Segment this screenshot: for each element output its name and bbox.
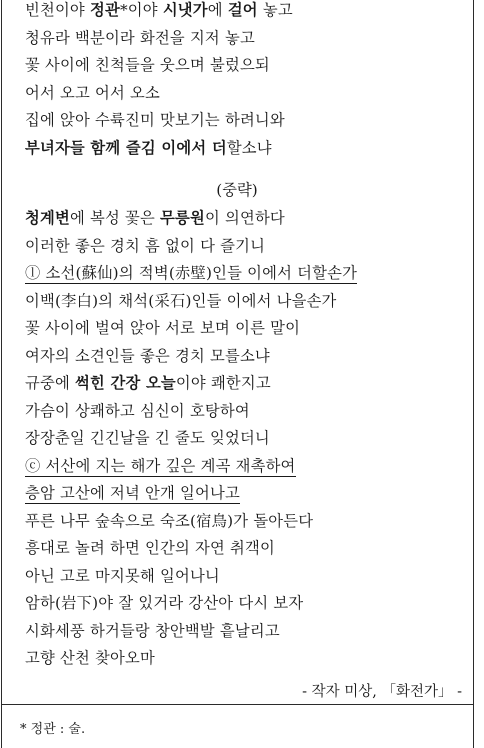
poem-line: [25, 110, 285, 130]
poem-text: 이러한 좋은 경치 흠 없이 다 즐기니: [25, 236, 266, 255]
poem-text: 여자의 소견인들 좋은 경치 모를소냐: [25, 346, 270, 365]
poem-line: [25, 55, 270, 75]
poem-line: [25, 511, 313, 531]
footnote: * 정관 : 술.: [20, 722, 86, 737]
poem-text: 이야 쾌한지고: [175, 374, 271, 392]
poem-text: 썩힌 간장 오늘: [75, 374, 176, 392]
poem-line: [25, 263, 357, 283]
poem-line: [25, 593, 303, 613]
poem-text: 고향 산천 찾아오마: [25, 649, 155, 667]
poem-text: 이 의연하다: [204, 209, 285, 227]
poem-text: 걸어: [227, 1, 258, 19]
poem-text: 층암 고산에 저녁 안개 일어나고: [25, 484, 240, 502]
poem-text: 규중에: [25, 374, 75, 392]
poem-line: [25, 538, 275, 558]
poem-line: [25, 28, 255, 48]
poem-line: [25, 236, 265, 256]
omission-marker: (중략): [216, 181, 258, 199]
poem-text: 가슴이 상쾌하고 심신이 호탕하여: [25, 401, 250, 420]
poem-line: [25, 401, 250, 421]
poem-line: [25, 621, 280, 641]
poem-text: 시화세풍 하거들랑 창안백발 흩날리고: [25, 621, 280, 640]
source-citation: - 작자 미상, 「화전가」 -: [302, 684, 462, 700]
footnote-divider: [1, 704, 474, 705]
poem-text: 흥대로 놀려 하면 인간의 자연 취객이: [25, 539, 275, 557]
poem-text: 꽃 사이에 친척들을 웃으며 불렀으되: [25, 56, 270, 74]
poem-text: 할소냐: [226, 138, 272, 157]
poem-text: 놓고: [257, 1, 293, 19]
poem-text: ⓒ 서산에 지는 해가 깊은 계곡 재촉하여: [25, 456, 296, 475]
poem-line: [25, 208, 285, 228]
poem-line: [25, 373, 271, 393]
poem-line: [25, 566, 220, 586]
poem-text: 정관: [89, 1, 120, 19]
poem-text: 시냇가: [162, 1, 208, 19]
poem-line: [25, 456, 296, 476]
poem-text: 에 복성 꽃은: [69, 209, 161, 227]
poem-line: [25, 318, 300, 338]
poem-text: 청유라 백분이라 화전을 지저 놓고: [25, 28, 255, 47]
poem-line: [25, 483, 240, 503]
poem-text: 집에 앉아 수륙진미 맛보기는 하려니와: [25, 111, 285, 129]
poem-line: [25, 428, 270, 448]
poem-line: [25, 648, 155, 668]
poem-text: 꽃 사이에 벌여 앉아 서로 보며 이른 말이: [25, 319, 301, 337]
poem-line: [25, 83, 160, 103]
poem-text: 청계변: [25, 209, 70, 227]
poem-text: *이야: [119, 1, 163, 19]
poem-text: 부녀자들 함께 즐김 이에서 더: [25, 138, 227, 157]
poem-text: 무릉원: [160, 209, 205, 227]
poem-line: [25, 0, 293, 20]
poem-text: ⓛ 소선(蘇仙)의 적벽(赤壁)인들 이에서 더할손가: [25, 264, 358, 282]
poem-text: 이백(李白)의 채석(采石)인들 이에서 나을손가: [25, 291, 337, 310]
poem-line: [25, 346, 270, 366]
poem-text: 푸른 나무 숲속으로 숙조(宿鳥)가 돌아든다: [25, 511, 314, 530]
poem-text: 빈천이야: [25, 1, 90, 19]
poem-text: 에: [207, 1, 228, 19]
poem-text: 암하(岩下)야 잘 있거라 강산아 다시 보자: [25, 594, 304, 612]
poem-line: [25, 138, 272, 158]
poem-text: 아닌 고로 마지못해 일어나니: [25, 566, 220, 585]
right-border: [473, 0, 474, 748]
left-border: [1, 0, 2, 748]
poem-text: 어서 오고 어서 오소: [25, 83, 161, 102]
poem-text: 장장춘일 긴긴날을 긴 줄도 잊었더니: [25, 429, 270, 447]
poem-line: [25, 291, 337, 311]
